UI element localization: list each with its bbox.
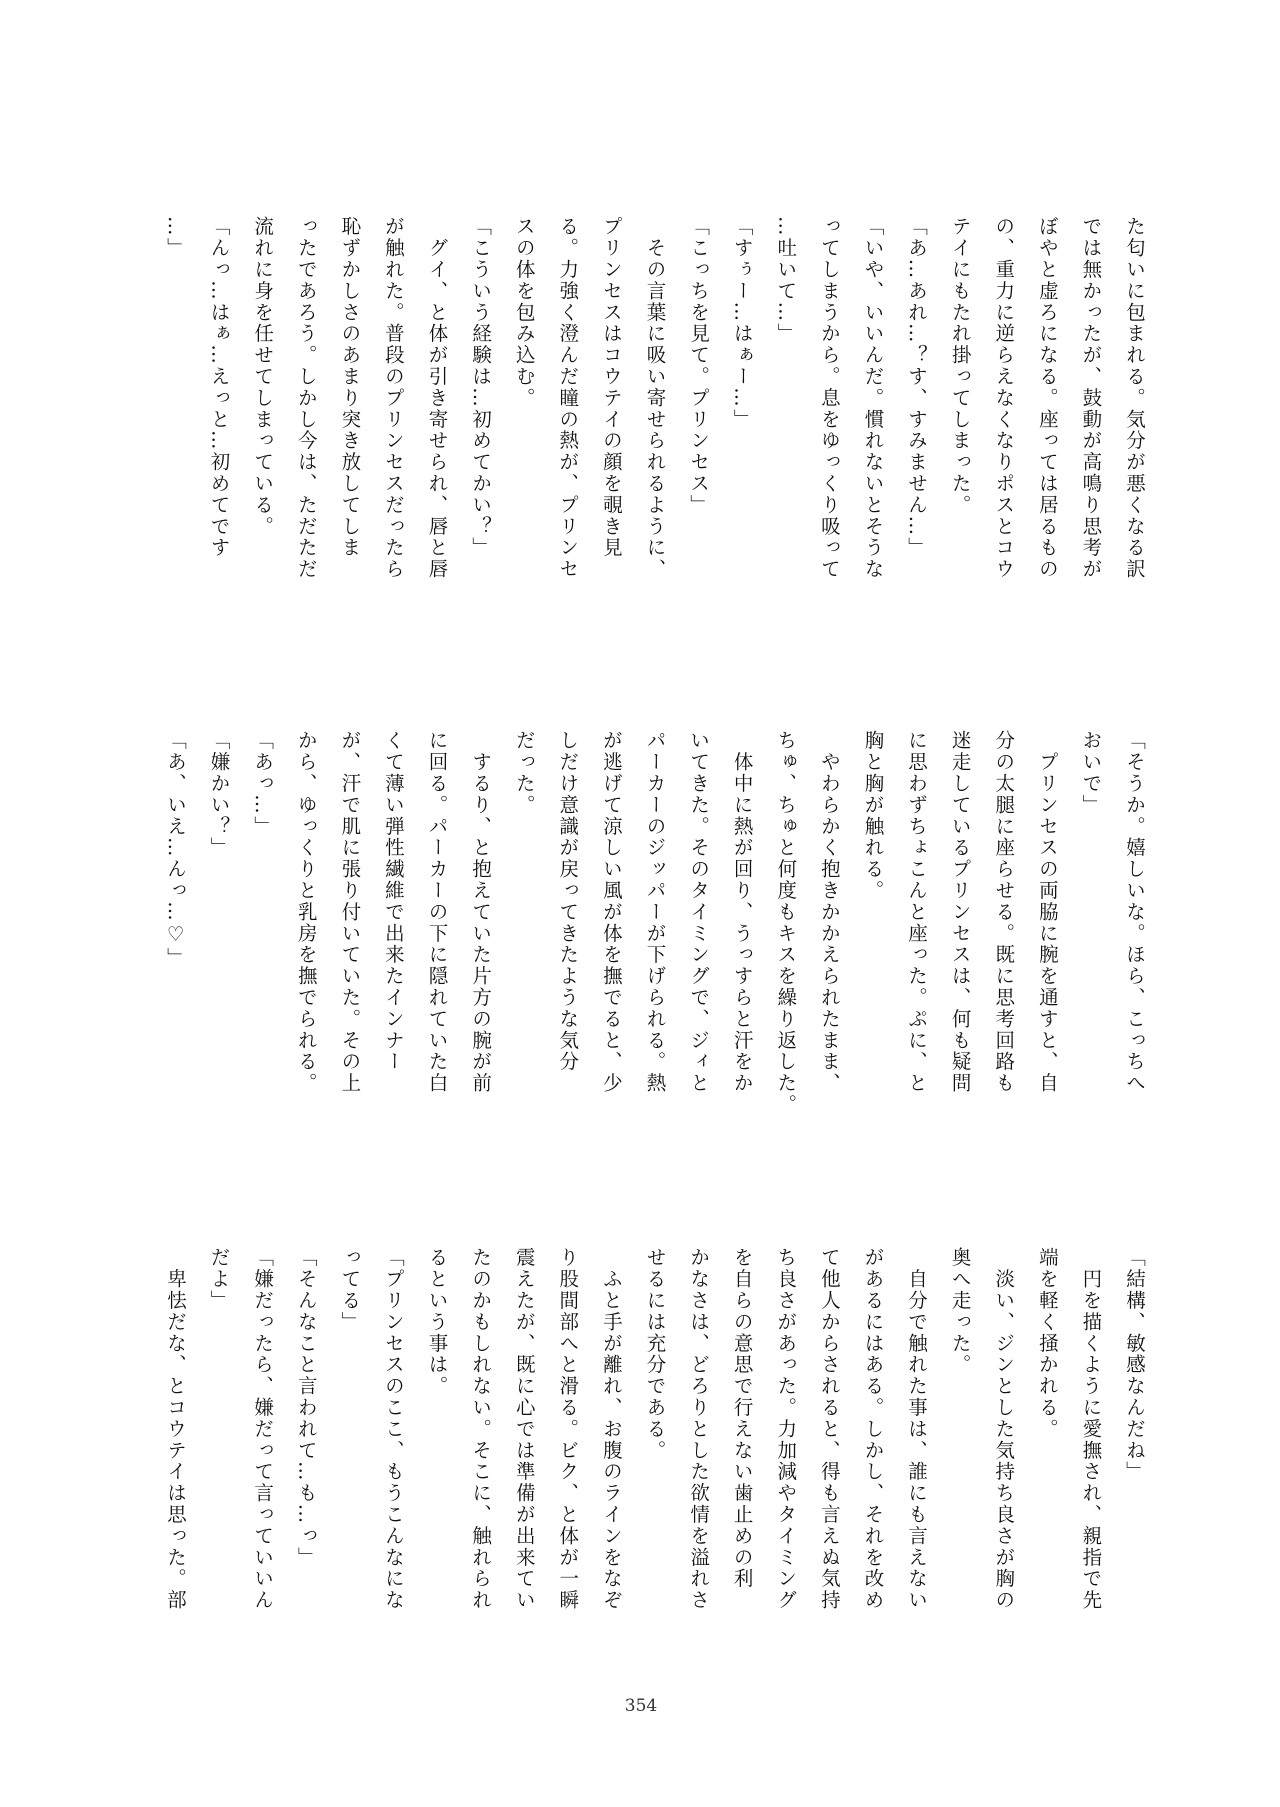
text-line: ぼやと虚ろになる。座っては居るもの — [1035, 216, 1059, 580]
text-line: だよ」 — [207, 1247, 231, 1312]
text-line: せるには充分である。 — [643, 1247, 667, 1461]
text-line: 卑怯だな、とコウテイは思った。部 — [163, 1247, 187, 1611]
text-line: おいで」 — [1079, 730, 1103, 816]
text-line: …」 — [163, 216, 187, 259]
text-line: 「いや、いいんだ。慣れないとそうな — [861, 216, 885, 580]
text-line: ってる」 — [338, 1247, 362, 1333]
text-line: ったであろう。しかし今は、ただただ — [294, 216, 318, 580]
text-line: 円を描くように愛撫され、親指で先 — [1079, 1247, 1103, 1611]
text-line: 「結構、敏感なんだね」 — [1123, 1247, 1146, 1483]
text-line: 「そんなこと言われて…も…っ」 — [294, 1247, 318, 1568]
text-line: 「あ、いえ…んっ…♡」 — [163, 730, 187, 969]
text-line: 分の太腿に座らせる。既に思考回路も — [992, 730, 1016, 1094]
text-line: 淡い、ジンとした気持ち良さが胸の — [992, 1247, 1016, 1611]
text-line: ちゅ、ちゅと何度もキスを繰り返した。 — [774, 730, 798, 1116]
text-line: 体中に熱が回り、うっすらと汗をか — [730, 730, 754, 1094]
text-line: テイにもたれ掛ってしまった。 — [948, 216, 972, 516]
text-line: その言葉に吸い寄せられるように、 — [643, 216, 667, 580]
text-line: 「すぅー…はぁー…」 — [730, 216, 754, 430]
text-line: の、重力に逆らえなくなりポスとコウ — [992, 216, 1016, 580]
text-line: しだけ意識が戻ってきたような気分 — [556, 730, 580, 1073]
text-line: スの体を包み込む。 — [512, 216, 536, 409]
text-line: いてきた。そのタイミングで、ジィと — [687, 730, 711, 1094]
text-line: り股間部へと滑る。ビク、と体が一瞬 — [556, 1247, 580, 1611]
text-line: が逃げて涼しい風が体を撫でると、少 — [599, 730, 623, 1094]
text-line: パーカーのジッパーが下げられる。熱 — [643, 730, 667, 1094]
text-line: くて薄い弾性繊維で出来たインナー — [381, 730, 405, 1073]
text-line: から、ゆっくりと乳房を撫でられる。 — [294, 730, 318, 1094]
page-number: 354 — [624, 1696, 658, 1716]
text-line: 迷走しているプリンセスは、何も疑問 — [948, 730, 972, 1094]
text-line: プリンセスの両脇に腕を通すと、自 — [1035, 730, 1059, 1094]
text-line: が触れた。普段のプリンセスだったら — [381, 216, 405, 580]
text-line: に回る。パーカーの下に隠れていた白 — [425, 730, 449, 1094]
text-block-top — [150, 216, 1156, 596]
text-line: するり、と抱えていた片方の腕が前 — [469, 730, 493, 1094]
text-line: 「プリンセスのここ、もうこんなにな — [381, 1247, 405, 1611]
text-line: ち良さがあった。力加減やタイミング — [774, 1247, 798, 1611]
text-line: プリンセスはコウテイの顔を覗き見 — [599, 216, 623, 559]
text-line: 「こういう経験は…初めてかい？」 — [469, 216, 493, 559]
text-line: 「嫌だったら、嫌だって言っていいん — [251, 1247, 275, 1611]
text-line: では無かったが、鼓動が高鳴り思考が — [1079, 216, 1103, 580]
text-line: 震えたが、既に心では準備が出来てい — [512, 1247, 536, 1611]
text-line: ってしまうから。息をゆっくり吸って — [817, 216, 841, 580]
text-line: 自分で触れた事は、誰にも言えない — [905, 1247, 929, 1611]
text-line: 流れに身を任せてしまっている。 — [251, 216, 275, 537]
text-line: 「あっ…」 — [251, 730, 275, 837]
text-line: 「んっ…はぁ…えっと…初めてです — [207, 216, 231, 559]
text-line: …吐いて…」 — [774, 216, 798, 345]
text-line: に思わずちょこんと座った。ぷに、と — [905, 730, 929, 1094]
text-line: るという事は。 — [425, 1247, 449, 1397]
text-line: 端を軽く掻かれる。 — [1035, 1247, 1059, 1440]
text-block-middle — [150, 730, 1156, 1130]
text-line: 「あ…あれ…？す、すみません…」 — [905, 216, 929, 559]
text-line: があるにはある。しかし、それを改め — [861, 1247, 885, 1611]
text-line: 「嫌かい？」 — [207, 730, 231, 859]
text-line: を自らの意思で行えない歯止めの利 — [730, 1247, 754, 1590]
text-line: やわらかく抱きかかえられたまま、 — [817, 730, 841, 1094]
text-line: て他人からされると、得も言えぬ気持 — [817, 1247, 841, 1611]
text-line: 奥へ走った。 — [948, 1247, 972, 1376]
text-line: る。力強く澄んだ瞳の熱が、プリンセ — [556, 216, 580, 580]
text-line: 胸と胸が触れる。 — [861, 730, 885, 902]
text-line: グイ、と体が引き寄せられ、唇と唇 — [425, 216, 449, 580]
text-block-bottom — [150, 1247, 1156, 1647]
text-line: 「そうか。嬉しいな。ほら、こっちへ — [1123, 730, 1146, 1094]
text-line: が、汗で肌に張り付いていた。その上 — [338, 730, 362, 1094]
text-line: た匂いに包まれる。気分が悪くなる訳 — [1123, 216, 1146, 580]
text-line: ふと手が離れ、お腹のラインをなぞ — [599, 1247, 623, 1611]
text-line: だった。 — [512, 730, 536, 816]
text-line: かなさは、どろりとした欲情を溢れさ — [687, 1247, 711, 1611]
text-line: 恥ずかしさのあまり突き放してしま — [338, 216, 362, 559]
text-line: 「こっちを見て。プリンセス」 — [687, 216, 711, 516]
text-line: たのかもしれない。そこに、触れられ — [469, 1247, 493, 1611]
